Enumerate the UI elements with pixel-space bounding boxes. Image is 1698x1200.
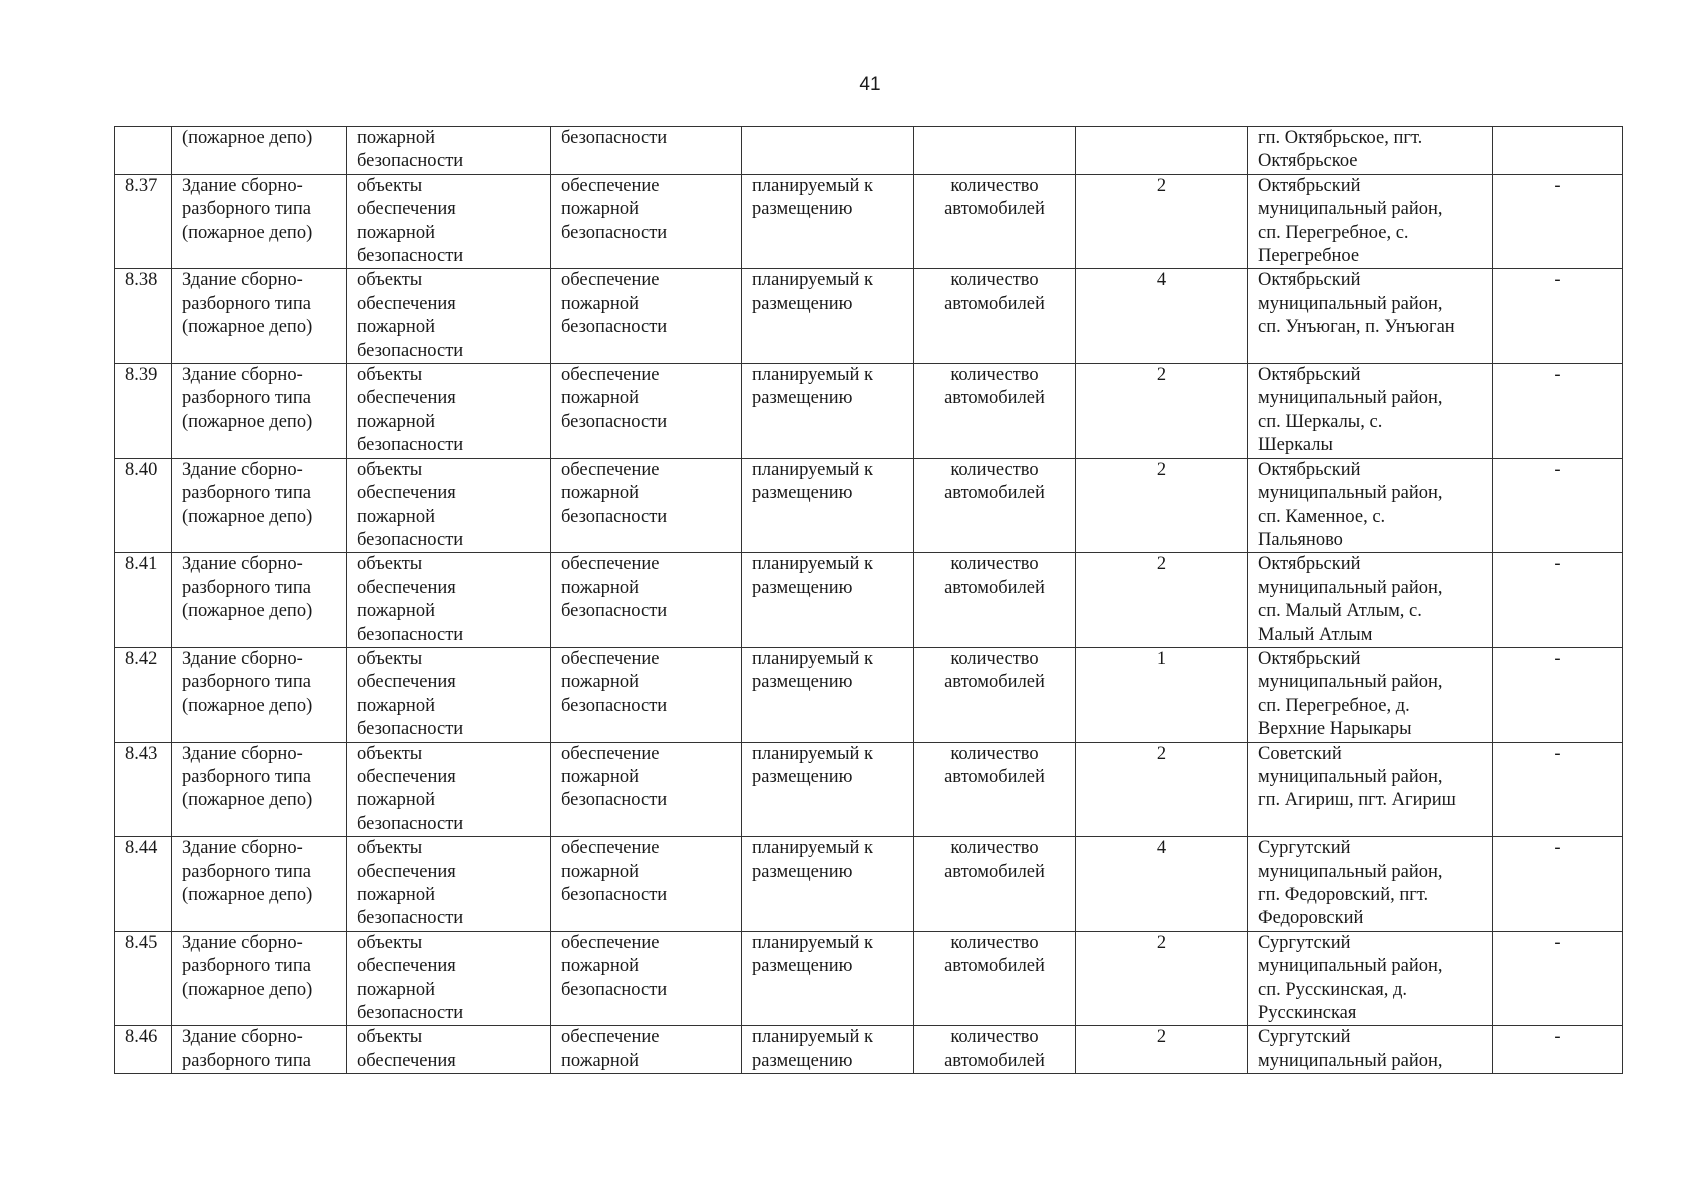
cell-line: планируемый к [752,648,874,669]
cell-note: - [1493,174,1623,269]
cell-line: количество [950,932,1039,953]
cell-line: безопасности [357,151,464,172]
cell-line: (пожарное депо) [182,790,313,811]
cell-line: обеспечения [357,766,456,787]
cell-line: безопасности [561,506,668,527]
objects-table [114,126,1623,1074]
page-number: 41 [859,74,881,95]
cell-location [1248,647,1493,742]
cell-line: размещению [752,388,853,409]
cell-location [1248,269,1493,364]
cell-purpose [551,742,742,837]
cell-line: муниципальный район, [1258,199,1443,220]
cell-line: обеспечение [561,838,660,859]
cell-line: пожарной [357,979,435,1000]
cell-line: автомобилей [944,293,1045,314]
cell-note: - [1493,931,1623,1026]
cell-line: безопасности [357,435,464,456]
cell-object-name [172,174,347,269]
cell-object-name [172,1026,347,1074]
cell-line: сп. Шеркалы, с. [1258,411,1383,432]
cell-line: пожарной [561,766,639,787]
cell-value: 2 [1076,931,1248,1026]
cell-line: безопасности [561,317,668,338]
cell-line: безопасности [561,979,668,1000]
cell-line: муниципальный район, [1258,766,1443,787]
cell-line: обеспечения [357,861,456,882]
cell-line: пожарной [357,885,435,905]
cell-line: пожарной [561,199,639,220]
cell-line: обеспечения [357,1050,456,1071]
cell-line: пожарной [561,388,639,409]
cell-line: Русскинская [1258,1003,1357,1024]
cell-line: обеспечение [561,175,660,196]
cell-line: безопасности [561,695,668,716]
cell-value: 4 [1076,837,1248,932]
cell-note: - [1493,647,1623,742]
cell-unit [914,269,1076,364]
cell-line: размещению [752,861,853,882]
cell-line: обеспечение [561,648,660,669]
cell-number: 8.43 [115,742,172,837]
cell-line: сп. Русскинская, д. [1258,979,1408,1000]
cell-line: Верхние Нарыкары [1258,719,1412,740]
cell-line: муниципальный район, [1258,1050,1443,1071]
cell-number: 8.37 [115,174,172,269]
cell-line: планируемый к [752,270,874,291]
cell-line: обеспечения [357,293,456,314]
cell-object-name [172,458,347,553]
cell-value: 2 [1076,553,1248,648]
cell-purpose [551,931,742,1026]
cell-line: планируемый к [752,459,874,480]
cell-line: пожарной [561,483,639,504]
table-row [115,837,1623,932]
cell-line: пожарной [561,956,639,977]
cell-line: обеспечения [357,672,456,693]
cell-purpose [551,458,742,553]
cell-line: объекты [357,648,423,669]
cell-line: обеспечение [561,743,660,764]
table-row [115,364,1623,459]
cell-line: количество [950,1027,1039,1048]
cell-line: планируемый к [752,554,874,575]
cell-object-type [347,931,551,1026]
cell-location [1248,837,1493,932]
cell-line: (пожарное депо) [182,411,313,432]
cell-line: безопасности [357,246,464,267]
cell-line: Перегребное [1258,246,1360,267]
cell-location [1248,1026,1493,1074]
cell-purpose [551,174,742,269]
cell-number: 8.40 [115,458,172,553]
cell-line: пожарной [561,861,639,882]
cell-line: разборного типа [182,1050,311,1071]
cell-line: обеспечения [357,577,456,598]
cell-line: муниципальный район, [1258,388,1443,409]
cell-line: сп. Каменное, с. [1258,506,1386,527]
cell-line: Шеркалы [1258,435,1333,456]
cell-line: автомобилей [944,672,1045,693]
cell-line: безопасности [357,340,464,361]
cell-line: безопасности [357,719,464,740]
table-row [115,127,1623,175]
cell-line: размещению [752,293,853,314]
cell-line: планируемый к [752,175,874,196]
cell-line: планируемый к [752,932,874,953]
cell-object-type [347,364,551,459]
cell-location [1248,127,1493,175]
cell-line: автомобилей [944,483,1045,504]
cell-number: 8.45 [115,931,172,1026]
cell-value: 2 [1076,1026,1248,1074]
cell-line: (пожарное депо) [182,695,313,716]
cell-line: безопасности [561,790,668,811]
table-row [115,458,1623,553]
cell-line: разборного типа [182,293,311,314]
cell-note: - [1493,364,1623,459]
cell-line: разборного типа [182,199,311,220]
cell-line: Октябрьский [1258,270,1361,291]
cell-line: Октябрьский [1258,459,1361,480]
cell-line: объекты [357,175,423,196]
cell-line: размещению [752,766,853,787]
cell-value: 1 [1076,647,1248,742]
cell-unit [914,837,1076,932]
cell-line: количество [950,648,1039,669]
cell-number: 8.39 [115,364,172,459]
cell-line: разборного типа [182,577,311,598]
cell-line: обеспечение [561,554,660,575]
cell-object-name [172,647,347,742]
cell-line: (пожарное депо) [182,885,313,905]
cell-value: 4 [1076,269,1248,364]
cell-line: Здание сборно- [182,1027,303,1048]
cell-line: гп. Агириш, пгт. Агириш [1258,790,1456,811]
cell-object-name [172,931,347,1026]
cell-line: размещению [752,1050,853,1071]
cell-status [742,553,914,648]
cell-line: планируемый к [752,365,874,386]
cell-line: пожарной [357,601,435,622]
cell-line: сп. Малый Атлым, с. [1258,601,1422,622]
cell-line: автомобилей [944,577,1045,598]
cell-line: обеспечения [357,956,456,977]
cell-location [1248,931,1493,1026]
cell-object-type [347,458,551,553]
cell-line: (пожарное депо) [182,222,313,243]
cell-line: планируемый к [752,1027,874,1048]
cell-line: пожарной [357,506,435,527]
cell-note: - [1493,458,1623,553]
cell-line: Октябрьский [1258,554,1361,575]
cell-line: (пожарное депо) [182,128,313,148]
cell-status [742,837,914,932]
cell-line: разборного типа [182,483,311,504]
cell-line: объекты [357,743,423,764]
cell-value: 2 [1076,742,1248,837]
cell-line: безопасности [561,411,668,432]
cell-line: безопасности [561,128,668,148]
cell-value [1076,127,1248,175]
cell-line: количество [950,554,1039,575]
cell-status [742,458,914,553]
cell-note [1493,127,1623,175]
cell-line: гп. Федоровский, пгт. [1258,885,1429,905]
cell-line: автомобилей [944,1050,1045,1071]
cell-line: (пожарное депо) [182,601,313,622]
cell-object-name [172,127,347,175]
cell-status [742,1026,914,1074]
cell-object-type [347,553,551,648]
cell-line: сп. Перегребное, с. [1258,222,1409,243]
cell-status [742,364,914,459]
cell-location [1248,174,1493,269]
cell-line: планируемый к [752,743,874,764]
cell-line: (пожарное депо) [182,506,313,527]
cell-number [115,127,172,175]
cell-line: автомобилей [944,956,1045,977]
cell-location [1248,364,1493,459]
cell-object-type [347,837,551,932]
table-row [115,1026,1623,1074]
table-row [115,742,1623,837]
cell-object-name [172,742,347,837]
cell-line: количество [950,270,1039,291]
cell-line: объекты [357,932,423,953]
cell-line: безопасности [357,624,464,645]
cell-purpose [551,269,742,364]
cell-line: безопасности [357,813,464,834]
cell-line: размещению [752,577,853,598]
cell-purpose [551,837,742,932]
cell-line: количество [950,365,1039,386]
cell-line: объекты [357,459,423,480]
cell-line: обеспечения [357,199,456,220]
cell-number: 8.46 [115,1026,172,1074]
cell-line: объекты [357,554,423,575]
cell-line: обеспечение [561,932,660,953]
cell-line: безопасности [561,222,668,243]
cell-line: Пальяново [1258,529,1343,550]
cell-location [1248,553,1493,648]
cell-line: Советский [1258,743,1342,764]
cell-line: Октябрьский [1258,175,1361,196]
cell-line: муниципальный район, [1258,577,1443,598]
cell-line: количество [950,838,1039,859]
cell-note: - [1493,269,1623,364]
cell-line: планируемый к [752,838,874,859]
cell-line: Здание сборно- [182,175,303,196]
cell-line: муниципальный район, [1258,956,1443,977]
cell-line: автомобилей [944,766,1045,787]
cell-object-name [172,553,347,648]
cell-object-type [347,647,551,742]
cell-object-type [347,127,551,175]
cell-line: количество [950,175,1039,196]
cell-line: пожарной [561,672,639,693]
cell-line: разборного типа [182,766,311,787]
cell-status [742,269,914,364]
cell-object-name [172,269,347,364]
cell-line: Здание сборно- [182,459,303,480]
cell-line: Сургутский [1258,932,1351,953]
cell-line: гп. Октябрьское, пгт. [1258,128,1423,148]
cell-line: объекты [357,1027,423,1048]
cell-line: количество [950,459,1039,480]
cell-unit [914,553,1076,648]
cell-status [742,931,914,1026]
cell-line: муниципальный район, [1258,293,1443,314]
cell-line: пожарной [357,411,435,432]
cell-unit [914,458,1076,553]
cell-line: количество [950,743,1039,764]
cell-line: пожарной [357,317,435,338]
cell-purpose [551,127,742,175]
cell-unit [914,1026,1076,1074]
cell-line: автомобилей [944,861,1045,882]
cell-object-name [172,364,347,459]
cell-purpose [551,364,742,459]
cell-line: безопасности [561,885,668,905]
cell-line: Сургутский [1258,838,1351,859]
cell-status [742,174,914,269]
cell-unit [914,364,1076,459]
cell-line: автомобилей [944,199,1045,220]
cell-status [742,742,914,837]
cell-line: размещению [752,956,853,977]
cell-line: пожарной [561,293,639,314]
cell-line: объекты [357,838,423,859]
cell-value: 2 [1076,458,1248,553]
cell-object-type [347,742,551,837]
table-row [115,931,1623,1026]
cell-line: Здание сборно- [182,932,303,953]
cell-line: безопасности [561,601,668,622]
cell-line: муниципальный район, [1258,861,1443,882]
cell-line: размещению [752,483,853,504]
cell-line: безопасности [357,529,464,550]
cell-line: Здание сборно- [182,270,303,291]
cell-note: - [1493,837,1623,932]
cell-object-type [347,269,551,364]
cell-line: Здание сборно- [182,365,303,386]
table-body [115,127,1623,1074]
table-row [115,553,1623,648]
cell-line: обеспечения [357,483,456,504]
cell-line: разборного типа [182,861,311,882]
cell-line: сп. Перегребное, д. [1258,695,1410,716]
cell-line: объекты [357,365,423,386]
cell-line: разборного типа [182,672,311,693]
cell-line: пожарной [561,1050,639,1071]
cell-line: пожарной [561,577,639,598]
cell-line: Октябрьское [1258,151,1358,172]
cell-line: Малый Атлым [1258,624,1373,645]
cell-purpose [551,553,742,648]
table-row [115,269,1623,364]
cell-note: - [1493,1026,1623,1074]
cell-line: сп. Унъюган, п. Унъюган [1258,317,1455,338]
cell-line: обеспечение [561,365,660,386]
cell-line: безопасности [357,1003,464,1024]
cell-unit [914,647,1076,742]
cell-unit [914,931,1076,1026]
cell-unit [914,742,1076,837]
cell-unit [914,174,1076,269]
cell-line: муниципальный район, [1258,672,1443,693]
cell-status [742,647,914,742]
cell-value: 2 [1076,364,1248,459]
cell-line: размещению [752,672,853,693]
cell-line: безопасности [357,908,464,929]
cell-location [1248,458,1493,553]
cell-line: Здание сборно- [182,743,303,764]
cell-object-name [172,837,347,932]
cell-line: обеспечение [561,270,660,291]
cell-line: разборного типа [182,388,311,409]
cell-line: Федоровский [1258,908,1364,929]
cell-line: размещению [752,199,853,220]
cell-status [742,127,914,175]
cell-purpose [551,647,742,742]
cell-line: Октябрьский [1258,648,1361,669]
cell-location [1248,742,1493,837]
cell-line: Здание сборно- [182,838,303,859]
cell-line: Здание сборно- [182,648,303,669]
cell-line: пожарной [357,695,435,716]
cell-line: Здание сборно- [182,554,303,575]
cell-line: (пожарное депо) [182,979,313,1000]
cell-line: пожарной [357,128,435,148]
cell-number: 8.42 [115,647,172,742]
cell-line: автомобилей [944,388,1045,409]
cell-number: 8.41 [115,553,172,648]
cell-line: разборного типа [182,956,311,977]
cell-number: 8.44 [115,837,172,932]
table-row [115,174,1623,269]
cell-number: 8.38 [115,269,172,364]
cell-unit [914,127,1076,175]
cell-line: обеспечения [357,388,456,409]
cell-line: обеспечение [561,1027,660,1048]
cell-line: пожарной [357,790,435,811]
cell-object-type [347,1026,551,1074]
cell-line: (пожарное депо) [182,317,313,338]
cell-line: обеспечение [561,459,660,480]
cell-line: объекты [357,270,423,291]
cell-note: - [1493,742,1623,837]
cell-object-type [347,174,551,269]
cell-line: муниципальный район, [1258,483,1443,504]
cell-line: Сургутский [1258,1027,1351,1048]
cell-note: - [1493,553,1623,648]
cell-value: 2 [1076,174,1248,269]
table-row [115,647,1623,742]
cell-purpose [551,1026,742,1074]
cell-line: Октябрьский [1258,365,1361,386]
cell-line: пожарной [357,222,435,243]
